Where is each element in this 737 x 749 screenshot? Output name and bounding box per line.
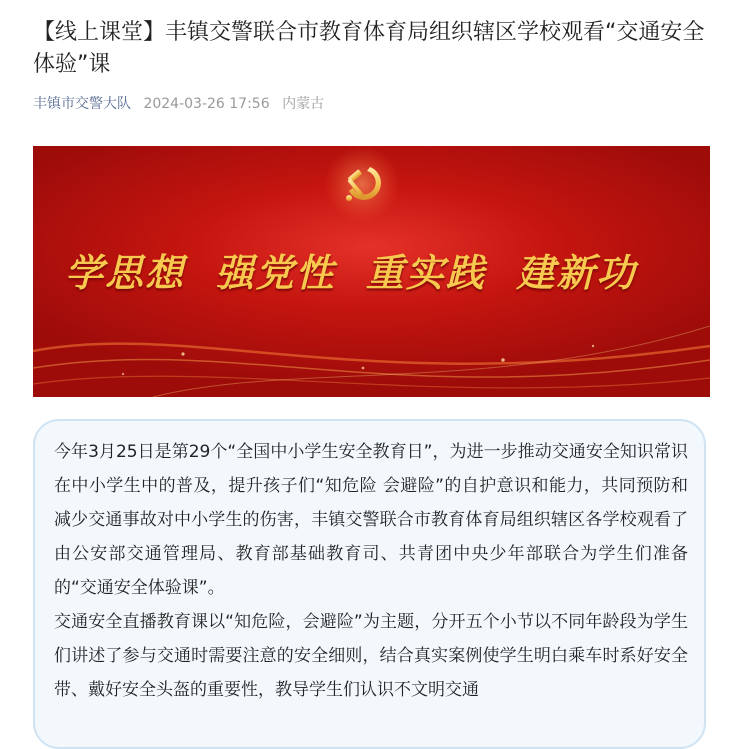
author-link[interactable]: 丰镇市交警大队 <box>33 96 131 112</box>
article-body <box>54 435 688 707</box>
article-title: 【线上课堂】丰镇交警联合市教育体育局组织辖区学校观看“交通安全体验”课 <box>33 20 705 77</box>
paragraph: 今年3月25日是第29个“全国中小学生安全教育日”，为进一步推动交通安全知识常识在中小学生中的普及，提升孩子们“知危险 会避险”的自护意识和能力，共同预防和减少交通事故对中小学生的伤害，丰镇交警联合市教育体育局组织辖区各学校观看了由公安部交通管理局、教育部基础教育司、共青团中央少年部联合为学生们准备的“交通安全体验课”。 <box>54 442 688 598</box>
publish-time: 2024-03-26 17:56 <box>143 96 270 112</box>
banner-slogan: 学思想 强党性 重实践 建新功 <box>65 250 637 295</box>
article-meta <box>33 94 324 114</box>
paragraph: 交通安全直播教育课以“知危险，会避险”为主题，分开五个小节以不同年龄段为学生们讲述了参与交通时需要注意的安全细则，结合真实案例使学生明白乘车时系好安全带、戴好安全头盔的重要性，教导学生们认识不文明交通 <box>54 612 688 700</box>
hammer-and-sickle-icon <box>340 161 384 205</box>
banner-image <box>33 146 710 397</box>
content-box <box>33 419 706 749</box>
publish-location: 内蒙古 <box>282 96 325 112</box>
